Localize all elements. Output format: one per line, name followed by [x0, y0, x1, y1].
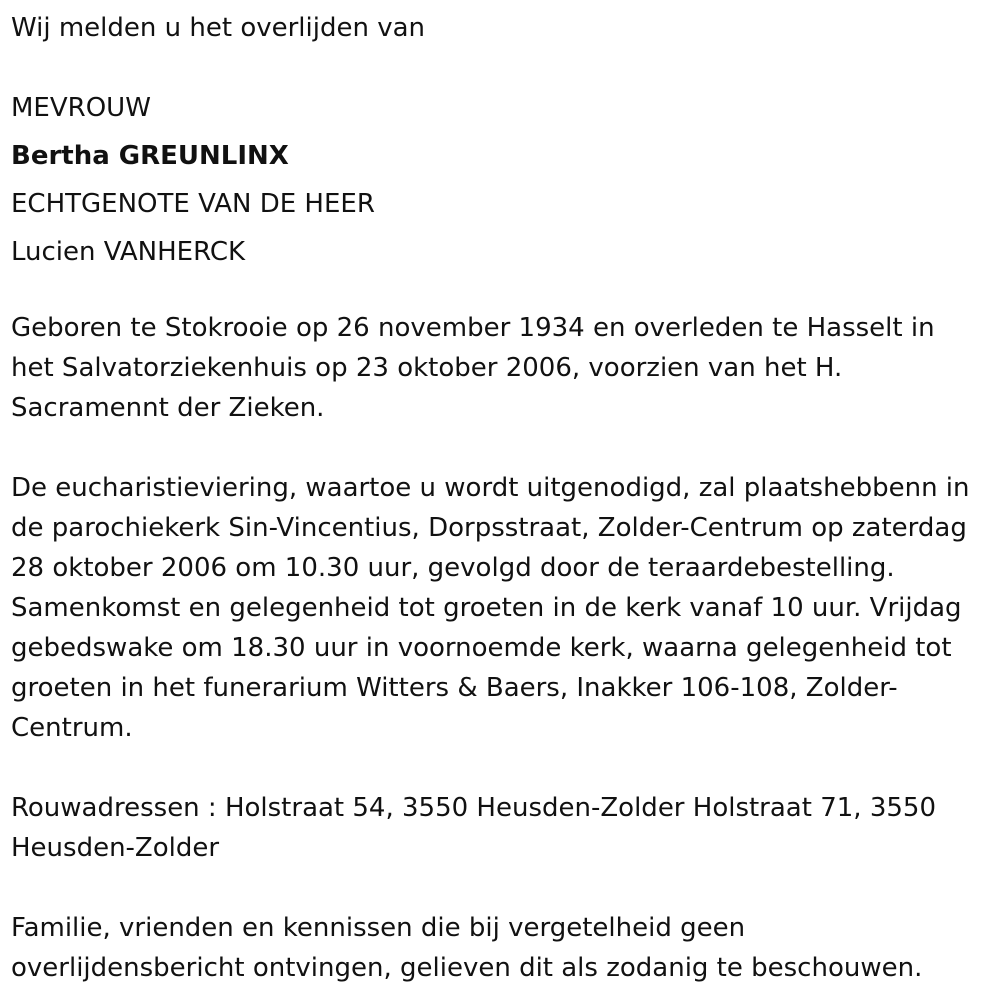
spouse-name: Lucien VANHERCK [11, 237, 246, 267]
relation-text: ECHTGENOTE VAN DE HEER [11, 189, 375, 219]
deceased-name: Bertha GREUNLINX [11, 141, 289, 171]
death-notice [11, 4, 996, 988]
ceremony-paragraph: De eucharistieviering, waartoe u wordt uitgenodigd, zal plaatshebbenn in de parochiekerk Sin-Vincentius, Dorpsstraat, Zolder-Centrum op zaterdag 28 oktober 2006 om 10.30 uur, gevolgd door de teraardebestelling. Samenkomst en gelegenheid tot groeten in de kerk vanaf 10 uur. Vrijdag gebedswake om 18.30 uur in voornoemde kerk, waarna gelegenheid tot groeten in het funerarium Witters & Baers, Inakker 106-108, Zolder-Centrum. [11, 473, 970, 743]
birth-death-paragraph: Geboren te Stokrooie op 26 november 1934 en overleden te Hasselt in het Salvatorziekenhuis op 23 oktober 2006, voorzien van het H. Sacramennt der Zieken. [11, 313, 935, 423]
addresses-paragraph: Rouwadressen : Holstraat 54, 3550 Heusden-Zolder Holstraat 71, 3550 Heusden-Zolder [11, 793, 936, 863]
title-text: MEVROUW [11, 93, 151, 123]
closing-paragraph: Familie, vrienden en kennissen die bij vergetelheid geen overlijdensbericht ontvingen, gelieven dit als zodanig te beschouwen. [11, 913, 923, 983]
intro-text: Wij melden u het overlijden van [11, 13, 426, 43]
